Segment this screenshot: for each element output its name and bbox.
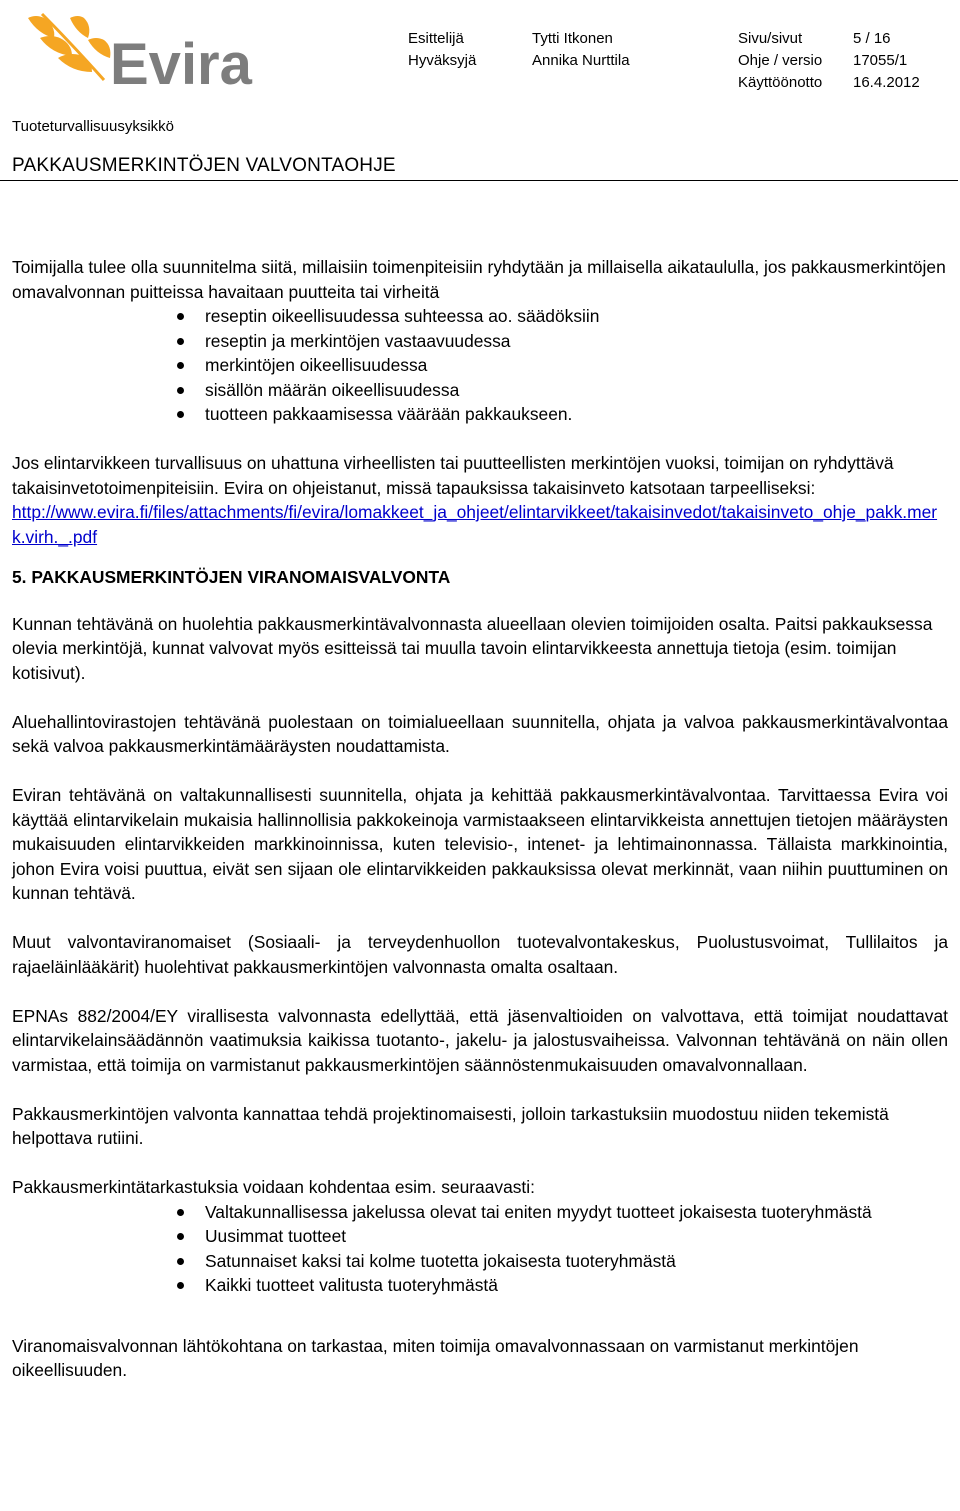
list-item: Kaikki tuotteet valitusta tuoteryhmästä [12,1273,948,1298]
list-item: reseptin ja merkintöjen vastaavuudessa [12,329,948,354]
bullet-list-targets [12,1200,948,1298]
organization-unit: Tuoteturvallisuusyksikkö [12,118,175,135]
list-item: Valtakunnallisessa jakelussa olevat tai eniten myydyt tuotteet jokaisesta tuoteryhmästä [12,1200,948,1225]
list-item: merkintöjen oikeellisuudessa [12,353,948,378]
wheat-ears-icon [28,14,110,80]
meta-value-version: 17055/1 [853,52,908,69]
document-title: PAKKAUSMERKINTÖJEN VALVONTAOHJE [12,155,396,176]
meta-label-version: Ohje / versio [738,52,823,69]
document-body [12,255,948,1383]
section-heading-5: 5. PAKKAUSMERKINTÖJEN VIRANOMAISVALVONTA [12,567,451,587]
meta-value-deploy: 16.4.2012 [853,74,920,91]
paragraph-other-authorities: Muut valvontaviranomaiset (Sosiaali- ja terveydenhuollon tuotevalvontakeskus, Puolustusvoimat, Tullilaitos ja rajaeläinlääkärit) huolehtivat pakkausmerkintöjen valvonnasta omalta osaltaan. [12,932,948,977]
paragraph-evira: Eviran tehtävänä on valtakunnallisesti suunnitella, ohjata ja kehittää pakkausmerkintävalvontaa. Tarvittaessa Evira voi käyttää elintarvikelain mukaisia hallinnollisia pakkokeinoja varmistaakseen elintarvikkeista annettujen tietojen määräysten mukaisuuden elintarvikkeiden markkinoinnissa, kuten televisio-, intenet- ja lehtimainonnassa. Tällaista markkinointia, johon Evira voisi puuttua, eivät sen sijaan ole elintarvikkeiden pakkauksissa olevat merkinnät, vaan niihin puuttuminen on kunnan tehtävä. [12,785,948,903]
recall-guide-link[interactable]: http://www.evira.fi/files/attachments/fi/evira/lomakkeet_ja_ohjeet/elintarvikkeet/takaisinvedot/takaisinveto_ohje_pakk.merk.virh._.pdf [12,502,938,547]
list-item: reseptin oikeellisuudessa suhteessa ao. säädöksiin [12,304,948,329]
meta-value-presenter: Tytti Itkonen [532,30,613,47]
paragraph-starting-point: Viranomaisvalvonnan lähtökohtana on tarkastaa, miten toimija omavalvonnassaan on varmistanut merkintöjen oikeellisuuden. [12,1335,859,1380]
list-item: Satunnaiset kaksi tai kolme tuotetta jokaisesta tuoteryhmästä [12,1249,948,1274]
paragraph-regulation: EPNAs 882/2004/EY virallisesta valvonnasta edellyttää, että jäsenvaltioiden on valvottava, että toimijat noudattavat elintarvikelainsäädännön vaatimuksia kaikissa tuotanto-, jakelu- ja jalostusvaiheissa. Valvonnan tehtävänä on näin ollen varmistaa, että toimija on varmistanut pakkausmerkintöjen säännöstenmukaisuuden omavalvonnallaan. [12,1005,948,1075]
meta-value-page: 5 / 16 [853,30,891,47]
paragraph-municipality: Kunnan tehtävänä on huolehtia pakkausmerkintävalvonnasta alueellaan olevien toimijoiden osalta. Paitsi pakkauksessa olevia merkintöjä, kunnat valvovat myös esitteissä tai muulla tavoin elintarvikkeesta annettuja tietoja (esim. toimijan kotisivut). [12,613,933,683]
meta-label-deploy: Käyttöönotto [738,74,823,91]
evira-logo [22,10,277,90]
meta-label-page: Sivu/sivut [738,30,803,47]
paragraph-project: Pakkausmerkintöjen valvonta kannattaa tehdä projektinomaisesti, jolloin tarkastuksiin muodostuu niiden tekemistä helpottava rutiini. [12,1103,889,1148]
list-item: sisällön määrän oikeellisuudessa [12,378,948,403]
paragraph-regional: Aluehallintovirastojen tehtävänä puolestaan on toimialueellaan suunnitella, ohjata ja valvoa pakkausmerkintävalvontaa sekä valvoa pakkausmerkintämääräysten noudattamista. [12,711,948,756]
paragraph-targeting: Pakkausmerkintätarkastuksia voidaan kohdentaa esim. seuraavasti: [12,1177,535,1197]
paragraph-recall: Jos elintarvikkeen turvallisuus on uhattuna virheellisten tai puutteellisten merkintöjen vuoksi, toimijan on ryhdyttävä takaisinvetotoimenpiteisiin. Evira on ohjeistanut, missä tapauksissa takaisinveto katsotaan tarpeelliseksi: [12,453,894,498]
paragraph-plan: Toimijalla tulee olla suunnitelma siitä, millaisiin toimenpiteisiin ryhdytään ja millaisella aikataululla, jos pakkausmerkintöjen omavalvonnan puitteissa havaitaan puutteita tai virheitä [12,257,946,302]
meta-label-presenter: Esittelijä [408,30,464,47]
list-item: tuotteen pakkaamisessa väärään pakkaukseen. [12,402,948,427]
meta-label-approver: Hyväksyjä [408,52,477,69]
list-item: Uusimmat tuotteet [12,1224,948,1249]
bullet-list-errors [12,304,948,427]
meta-value-approver: Annika Nurttila [532,52,630,69]
evira-wordmark: Evira [110,32,252,90]
header-divider [0,180,958,181]
